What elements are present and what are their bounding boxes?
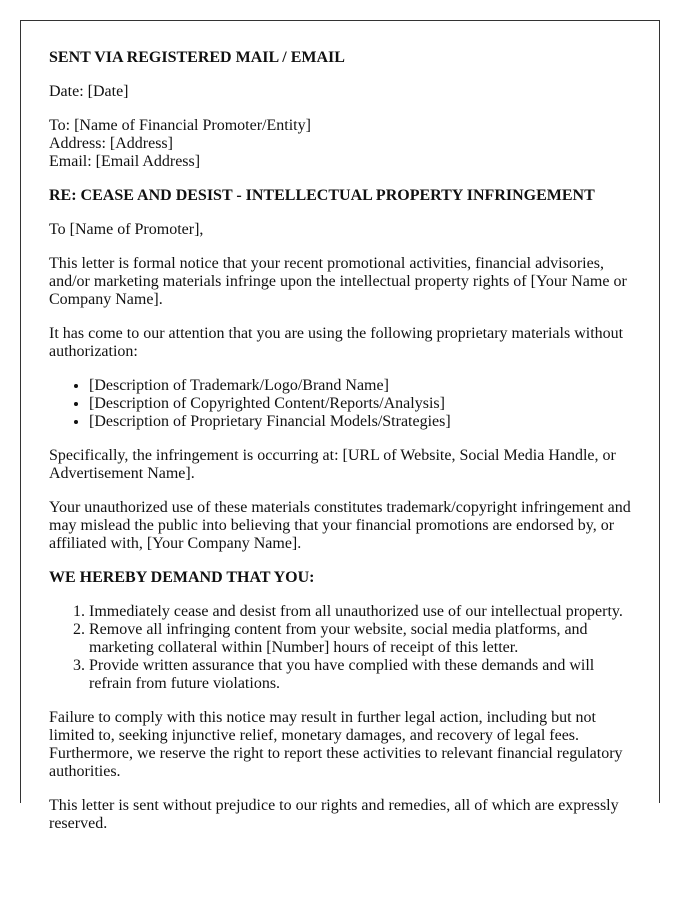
letter-body [49, 49, 639, 849]
salutation: To [Name of Promoter], [49, 221, 204, 238]
list-item: • [Description of Copyrighted Content/Reports/Analysis] [89, 395, 639, 413]
subject-line: RE: CEASE AND DESIST - INTELLECTUAL PROPERTY INFRINGEMENT [49, 187, 595, 204]
list-item: • [Description of Trademark/Logo/Brand Name] [89, 377, 639, 395]
paragraph-reservation: This letter is sent without prejudice to our rights and remedies, all of which are expressly reserved. [49, 797, 619, 832]
list-item: 3. Provide written assurance that you have complied with these demands and will refrain from future violations. [89, 657, 639, 693]
demands-list [49, 603, 639, 693]
paragraph-location: Specifically, the infringement is occurring at: [URL of Website, Social Media Handle, or Advertisement Name]. [49, 447, 616, 482]
letter-page [20, 20, 660, 832]
address-line: Address: [Address] [49, 135, 173, 152]
to-line: To: [Name of Financial Promoter/Entity] [49, 117, 311, 134]
paragraph-notice: This letter is formal notice that your recent promotional activities, financial advisories, and/or marketing materials infringe upon the intellectual property rights of [Your Name or Company Name]. [49, 255, 627, 308]
recipient-block [49, 117, 639, 171]
list-item: 1. Immediately cease and desist from all unauthorized use of our intellectual property. [89, 603, 639, 621]
paragraph-consequences: Failure to comply with this notice may result in further legal action, including but not limited to, seeking injunctive relief, monetary damages, and recovery of legal fees. Furthermore, we reserve the right to report these activities to relevant financial regulatory authorities. [49, 709, 623, 780]
materials-list [49, 377, 639, 431]
mail-header: SENT VIA REGISTERED MAIL / EMAIL [49, 49, 345, 66]
email-line: Email: [Email Address] [49, 153, 201, 170]
demand-heading: WE HEREBY DEMAND THAT YOU: [49, 569, 315, 586]
paragraph-unauthorized-use: Your unauthorized use of these materials constitutes trademark/copyright infringement and may mislead the public into believing that your financial promotions are endorsed by, or affiliated with, [Your Company Name]. [49, 499, 631, 552]
paragraph-attention: It has come to our attention that you are using the following proprietary materials without authorization: [49, 325, 624, 360]
list-item: 2. Remove all infringing content from your website, social media platforms, and marketing collateral within [Number] hours of receipt of this letter. [89, 621, 639, 657]
date-line: Date: [Date] [49, 83, 129, 100]
list-item: • [Description of Proprietary Financial Models/Strategies] [89, 413, 639, 431]
